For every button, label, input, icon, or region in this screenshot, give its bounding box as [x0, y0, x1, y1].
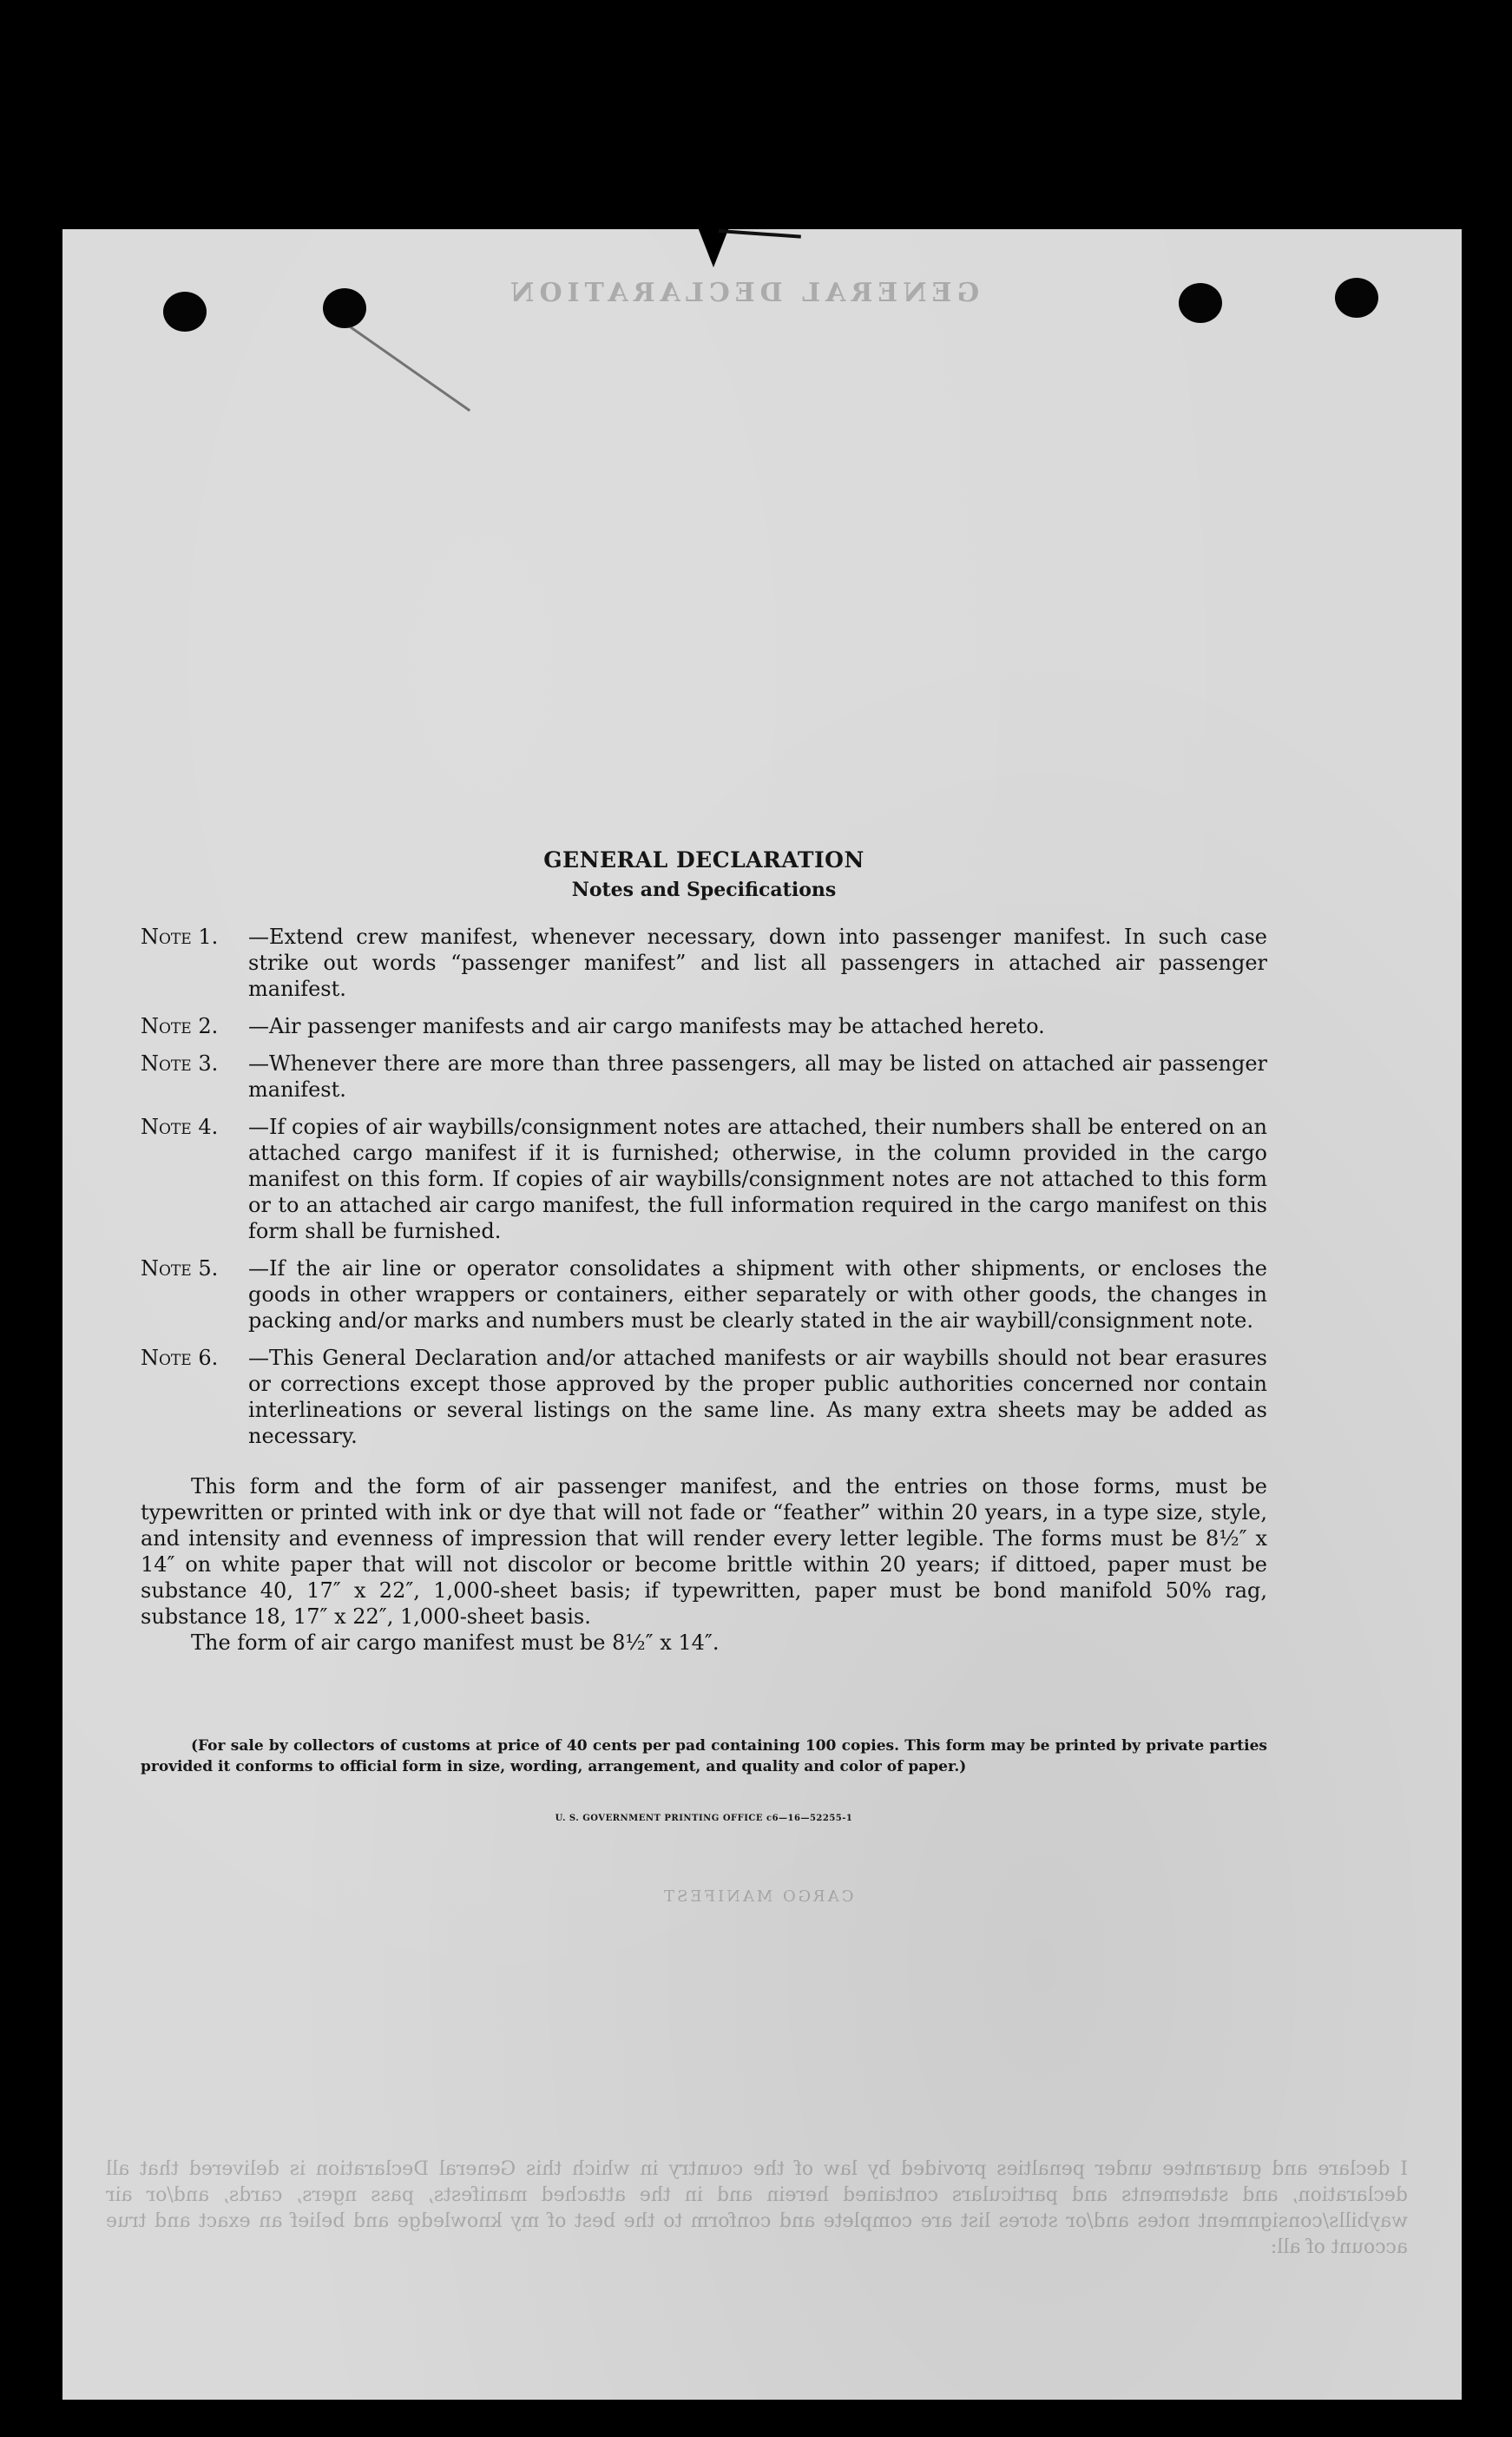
form-sheet — [62, 229, 1462, 2400]
punch-hole — [163, 292, 207, 332]
note-text: —Whenever there are more than three passengers, all may be listed on attached air passenger manifest. — [248, 1051, 1267, 1102]
punch-hole — [323, 288, 366, 328]
sale-note — [141, 1736, 1267, 1777]
note-text: —This General Declaration and/or attached manifests or air waybills should not bear erasures or corrections except those approved by the proper public authorities concerned nor contain interlineations or several listings on the same line. As many extra sheets may be added as necessary. — [248, 1346, 1267, 1448]
note-label: Note 4. — [141, 1115, 219, 1139]
notch-mark — [719, 229, 801, 239]
notes-section — [141, 847, 1267, 1823]
note-6 — [141, 1345, 1267, 1449]
sale-note-text: (For sale by collectors of customs at price of 40 cents per pad containing 100 copies. This form may be printed by private parties provided it conforms to official form in size, wording, arrangement, and quality and color of paper.) — [141, 1737, 1267, 1775]
specification-paragraph — [141, 1473, 1267, 1630]
note-label: Note 3. — [141, 1051, 219, 1076]
note-text: —If copies of air waybills/consignment notes are attached, their numbers shall be entered on an attached cargo manifest if it is furnished; otherwise, in the column provided in the cargo manifest on this form. If copies of air waybills/consignment notes are not attached to this form or to an attached air cargo manifest, the full information required in the cargo manifest on this form shall be furnished. — [248, 1115, 1267, 1243]
cargo-size-line: The form of air cargo manifest must be 8½″ x 14″. — [191, 1630, 720, 1655]
note-5 — [141, 1255, 1267, 1334]
note-4 — [141, 1114, 1267, 1244]
note-1 — [141, 924, 1267, 1002]
note-text: —Air passenger manifests and air cargo manifests may be attached hereto. — [248, 1014, 1045, 1038]
note-label: Note 5. — [141, 1256, 219, 1281]
scratch-mark — [348, 325, 470, 412]
note-3 — [141, 1051, 1267, 1103]
form-subtitle: Notes and Specifications — [571, 879, 837, 901]
note-label: Note 2. — [141, 1014, 219, 1038]
punch-hole — [1179, 283, 1222, 323]
bleed-through-heading: GENERAL DECLARATION — [505, 278, 980, 308]
bleed-through-cargo-heading: CARGO MANIFEST — [661, 1887, 854, 1906]
punch-hole — [1335, 278, 1378, 318]
note-label: Note 1. — [141, 925, 219, 949]
note-2 — [141, 1013, 1267, 1039]
note-text: —If the air line or operator consolidates a shipment with other shipments, or encloses the goods in other wrappers or containers, either separately or with other goods, the changes in packing and/or marks and numbers must be clearly stated in the air waybill/consignment note. — [248, 1256, 1267, 1333]
specification-text: This form and the form of air passenger manifest, and the entries on those forms, must be typewritten or printed with ink or dye that will not fade or “feather” within 20 years, in a type size, style, and intensity and evenness of impression that will render every letter legible. The forms must be 8½″ x 14″ on white paper that will not discolor or become brittle within 20 years; if dittoed, paper must be substance 40, 17″ x 22″, 1,000-sheet basis; if typewritten, paper must be bond manifold 50% rag, substance 18, 17″ x 22″, 1,000-sheet basis. — [141, 1474, 1267, 1629]
printer-line: U. S. GOVERNMENT PRINTING OFFICE c6—16—52255-1 — [555, 1814, 853, 1823]
bleed-through-declaration: I declare and guarantee under penalties provided by law of the country in which this General Declaration is delivered that all declaration, and statements and particulars contained herein and in the attached manifests, pass ngers, cards, and/or air waybills/consignment notes and/or stores list are complete and conform to the best of my knowledge and belief an exact and true account of all: — [106, 2158, 1408, 2258]
form-title: GENERAL DECLARATION — [543, 847, 864, 873]
top-notch — [698, 227, 729, 267]
note-label: Note 6. — [141, 1346, 219, 1370]
note-text: —Extend crew manifest, whenever necessary, down into passenger manifest. In such case strike out words “passenger manifest” and list all passengers in attached air passenger manifest. — [248, 925, 1267, 1001]
